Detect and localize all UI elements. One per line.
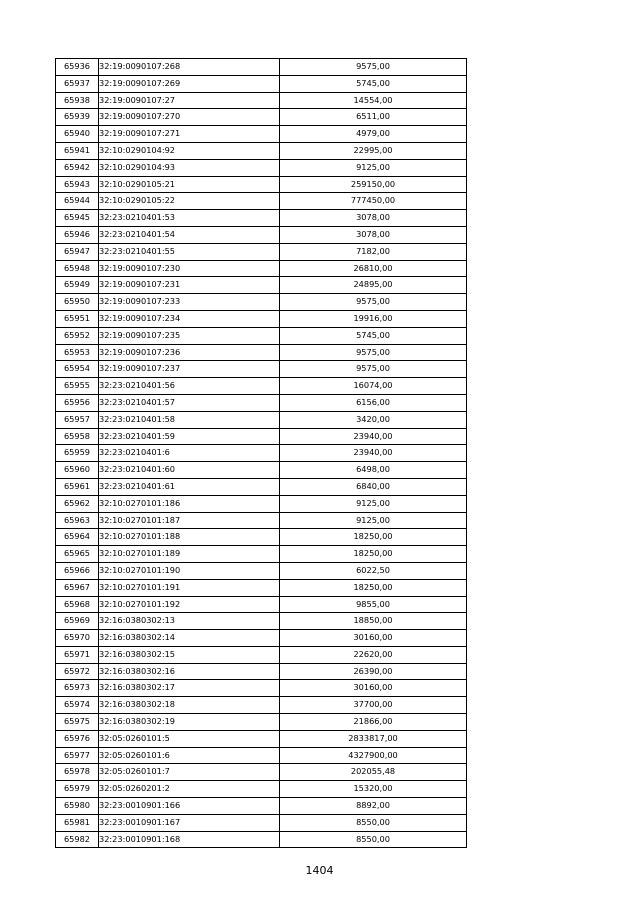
row-number-cell: 65981 [56, 814, 99, 831]
row-number-cell: 65938 [56, 92, 99, 109]
cadastral-number-cell: 32:23:0210401:54 [99, 226, 280, 243]
cadastral-number-cell: 32:23:0210401:53 [99, 210, 280, 227]
table-row [56, 75, 467, 92]
row-number-cell: 65970 [56, 630, 99, 647]
row-number-cell: 65966 [56, 562, 99, 579]
registry-table-body [56, 59, 467, 848]
row-number-cell: 65978 [56, 764, 99, 781]
row-number-cell: 65968 [56, 596, 99, 613]
cadastral-number-cell: 32:05:0260101:6 [99, 747, 280, 764]
cadastral-number-cell: 32:19:0090107:230 [99, 260, 280, 277]
table-row [56, 512, 467, 529]
cadastral-number-cell: 32:10:0270101:187 [99, 512, 280, 529]
value-cell: 777450,00 [280, 193, 467, 210]
cadastral-number-cell: 32:10:0270101:186 [99, 495, 280, 512]
table-row [56, 680, 467, 697]
row-number-cell: 65956 [56, 394, 99, 411]
row-number-cell: 65954 [56, 361, 99, 378]
cadastral-number-cell: 32:10:0270101:188 [99, 529, 280, 546]
table-row [56, 478, 467, 495]
table-row [56, 59, 467, 76]
table-row [56, 579, 467, 596]
row-number-cell: 65973 [56, 680, 99, 697]
row-number-cell: 65971 [56, 646, 99, 663]
row-number-cell: 65967 [56, 579, 99, 596]
value-cell: 9125,00 [280, 495, 467, 512]
value-cell: 18850,00 [280, 613, 467, 630]
cadastral-number-cell: 32:10:0270101:191 [99, 579, 280, 596]
table-row [56, 310, 467, 327]
table-row [56, 697, 467, 714]
cadastral-number-cell: 32:05:0260201:2 [99, 781, 280, 798]
table-row [56, 613, 467, 630]
value-cell: 2833817,00 [280, 730, 467, 747]
row-number-cell: 65980 [56, 798, 99, 815]
row-number-cell: 65942 [56, 159, 99, 176]
value-cell: 37700,00 [280, 697, 467, 714]
table-row [56, 277, 467, 294]
table-row [56, 781, 467, 798]
value-cell: 18250,00 [280, 579, 467, 596]
cadastral-number-cell: 32:19:0090107:234 [99, 310, 280, 327]
value-cell: 202055,48 [280, 764, 467, 781]
value-cell: 6840,00 [280, 478, 467, 495]
value-cell: 26390,00 [280, 663, 467, 680]
row-number-cell: 65959 [56, 445, 99, 462]
table-row [56, 495, 467, 512]
value-cell: 22995,00 [280, 142, 467, 159]
value-cell: 4979,00 [280, 126, 467, 143]
cadastral-number-cell: 32:19:0090107:233 [99, 294, 280, 311]
cadastral-number-cell: 32:16:0380302:15 [99, 646, 280, 663]
row-number-cell: 65982 [56, 831, 99, 848]
value-cell: 6156,00 [280, 394, 467, 411]
row-number-cell: 65963 [56, 512, 99, 529]
row-number-cell: 65944 [56, 193, 99, 210]
cadastral-number-cell: 32:19:0090107:268 [99, 59, 280, 76]
value-cell: 18250,00 [280, 546, 467, 563]
value-cell: 23940,00 [280, 445, 467, 462]
table-row [56, 663, 467, 680]
table-row [56, 159, 467, 176]
cadastral-number-cell: 32:16:0380302:19 [99, 714, 280, 731]
cadastral-number-cell: 32:10:0290105:21 [99, 176, 280, 193]
cadastral-number-cell: 32:10:0290104:92 [99, 142, 280, 159]
table-row [56, 126, 467, 143]
row-number-cell: 65964 [56, 529, 99, 546]
table-row [56, 714, 467, 731]
table-row [56, 428, 467, 445]
cadastral-number-cell: 32:23:0210401:58 [99, 411, 280, 428]
row-number-cell: 65940 [56, 126, 99, 143]
row-number-cell: 65965 [56, 546, 99, 563]
value-cell: 4327900,00 [280, 747, 467, 764]
table-row [56, 260, 467, 277]
cadastral-number-cell: 32:16:0380302:14 [99, 630, 280, 647]
row-number-cell: 65957 [56, 411, 99, 428]
row-number-cell: 65969 [56, 613, 99, 630]
value-cell: 7182,00 [280, 243, 467, 260]
value-cell: 8892,00 [280, 798, 467, 815]
cadastral-number-cell: 32:23:0210401:6 [99, 445, 280, 462]
cadastral-number-cell: 32:16:0380302:16 [99, 663, 280, 680]
value-cell: 5745,00 [280, 75, 467, 92]
table-row [56, 462, 467, 479]
table-row [56, 394, 467, 411]
table-row [56, 193, 467, 210]
row-number-cell: 65945 [56, 210, 99, 227]
value-cell: 24895,00 [280, 277, 467, 294]
cadastral-number-cell: 32:23:0210401:59 [99, 428, 280, 445]
table-row [56, 798, 467, 815]
row-number-cell: 65955 [56, 378, 99, 395]
value-cell: 14554,00 [280, 92, 467, 109]
table-row [56, 142, 467, 159]
table-row [56, 445, 467, 462]
cadastral-number-cell: 32:19:0090107:235 [99, 327, 280, 344]
row-number-cell: 65972 [56, 663, 99, 680]
cadastral-number-cell: 32:16:0380302:17 [99, 680, 280, 697]
table-row [56, 243, 467, 260]
table-row [56, 831, 467, 848]
table-row [56, 646, 467, 663]
cadastral-number-cell: 32:19:0090107:269 [99, 75, 280, 92]
row-number-cell: 65936 [56, 59, 99, 76]
table-row [56, 546, 467, 563]
value-cell: 3078,00 [280, 210, 467, 227]
value-cell: 16074,00 [280, 378, 467, 395]
cadastral-number-cell: 32:05:0260101:5 [99, 730, 280, 747]
row-number-cell: 65977 [56, 747, 99, 764]
table-row [56, 814, 467, 831]
row-number-cell: 65943 [56, 176, 99, 193]
value-cell: 9575,00 [280, 59, 467, 76]
page-number: 1404 [305, 864, 334, 877]
cadastral-number-cell: 32:23:0010901:167 [99, 814, 280, 831]
table-row [56, 630, 467, 647]
row-number-cell: 65979 [56, 781, 99, 798]
cadastral-number-cell: 32:10:0290105:22 [99, 193, 280, 210]
row-number-cell: 65951 [56, 310, 99, 327]
row-number-cell: 65937 [56, 75, 99, 92]
cadastral-number-cell: 32:19:0090107:236 [99, 344, 280, 361]
cadastral-number-cell: 32:23:0010901:166 [99, 798, 280, 815]
value-cell: 23940,00 [280, 428, 467, 445]
row-number-cell: 65962 [56, 495, 99, 512]
value-cell: 9575,00 [280, 344, 467, 361]
cadastral-number-cell: 32:23:0210401:61 [99, 478, 280, 495]
cadastral-number-cell: 32:05:0260101:7 [99, 764, 280, 781]
value-cell: 6022,50 [280, 562, 467, 579]
table-row [56, 747, 467, 764]
row-number-cell: 65946 [56, 226, 99, 243]
row-number-cell: 65975 [56, 714, 99, 731]
row-number-cell: 65958 [56, 428, 99, 445]
cadastral-number-cell: 32:23:0210401:60 [99, 462, 280, 479]
row-number-cell: 65949 [56, 277, 99, 294]
table-row [56, 411, 467, 428]
cadastral-number-cell: 32:16:0380302:18 [99, 697, 280, 714]
cadastral-number-cell: 32:10:0270101:189 [99, 546, 280, 563]
value-cell: 3420,00 [280, 411, 467, 428]
table-row [56, 596, 467, 613]
table-row [56, 92, 467, 109]
value-cell: 8550,00 [280, 831, 467, 848]
value-cell: 15320,00 [280, 781, 467, 798]
value-cell: 9125,00 [280, 159, 467, 176]
row-number-cell: 65948 [56, 260, 99, 277]
row-number-cell: 65976 [56, 730, 99, 747]
cadastral-number-cell: 32:19:0090107:270 [99, 109, 280, 126]
table-row [56, 344, 467, 361]
value-cell: 9575,00 [280, 361, 467, 378]
table-row [56, 294, 467, 311]
table-row [56, 378, 467, 395]
value-cell: 19916,00 [280, 310, 467, 327]
row-number-cell: 65950 [56, 294, 99, 311]
row-number-cell: 65960 [56, 462, 99, 479]
cadastral-number-cell: 32:10:0270101:192 [99, 596, 280, 613]
cadastral-number-cell: 32:23:0210401:57 [99, 394, 280, 411]
table-row [56, 109, 467, 126]
cadastral-number-cell: 32:23:0010901:168 [99, 831, 280, 848]
value-cell: 30160,00 [280, 680, 467, 697]
table-row [56, 226, 467, 243]
cadastral-number-cell: 32:23:0210401:55 [99, 243, 280, 260]
cadastral-number-cell: 32:19:0090107:237 [99, 361, 280, 378]
value-cell: 259150,00 [280, 176, 467, 193]
cadastral-number-cell: 32:16:0380302:13 [99, 613, 280, 630]
table-row [56, 176, 467, 193]
row-number-cell: 65939 [56, 109, 99, 126]
cadastral-number-cell: 32:19:0090107:271 [99, 126, 280, 143]
value-cell: 9125,00 [280, 512, 467, 529]
table-row [56, 730, 467, 747]
row-number-cell: 65941 [56, 142, 99, 159]
table-row [56, 562, 467, 579]
value-cell: 5745,00 [280, 327, 467, 344]
value-cell: 9855,00 [280, 596, 467, 613]
cadastral-number-cell: 32:23:0210401:56 [99, 378, 280, 395]
value-cell: 8550,00 [280, 814, 467, 831]
cadastral-number-cell: 32:10:0290104:93 [99, 159, 280, 176]
value-cell: 21866,00 [280, 714, 467, 731]
cadastral-number-cell: 32:19:0090107:27 [99, 92, 280, 109]
value-cell: 3078,00 [280, 226, 467, 243]
cadastral-number-cell: 32:19:0090107:231 [99, 277, 280, 294]
table-row [56, 529, 467, 546]
value-cell: 6511,00 [280, 109, 467, 126]
row-number-cell: 65952 [56, 327, 99, 344]
value-cell: 22620,00 [280, 646, 467, 663]
value-cell: 18250,00 [280, 529, 467, 546]
value-cell: 6498,00 [280, 462, 467, 479]
row-number-cell: 65974 [56, 697, 99, 714]
row-number-cell: 65961 [56, 478, 99, 495]
table-row [56, 210, 467, 227]
value-cell: 9575,00 [280, 294, 467, 311]
registry-table [55, 58, 467, 848]
row-number-cell: 65947 [56, 243, 99, 260]
table-row [56, 361, 467, 378]
row-number-cell: 65953 [56, 344, 99, 361]
table-row [56, 764, 467, 781]
table-row [56, 327, 467, 344]
cadastral-number-cell: 32:10:0270101:190 [99, 562, 280, 579]
value-cell: 30160,00 [280, 630, 467, 647]
value-cell: 26810,00 [280, 260, 467, 277]
